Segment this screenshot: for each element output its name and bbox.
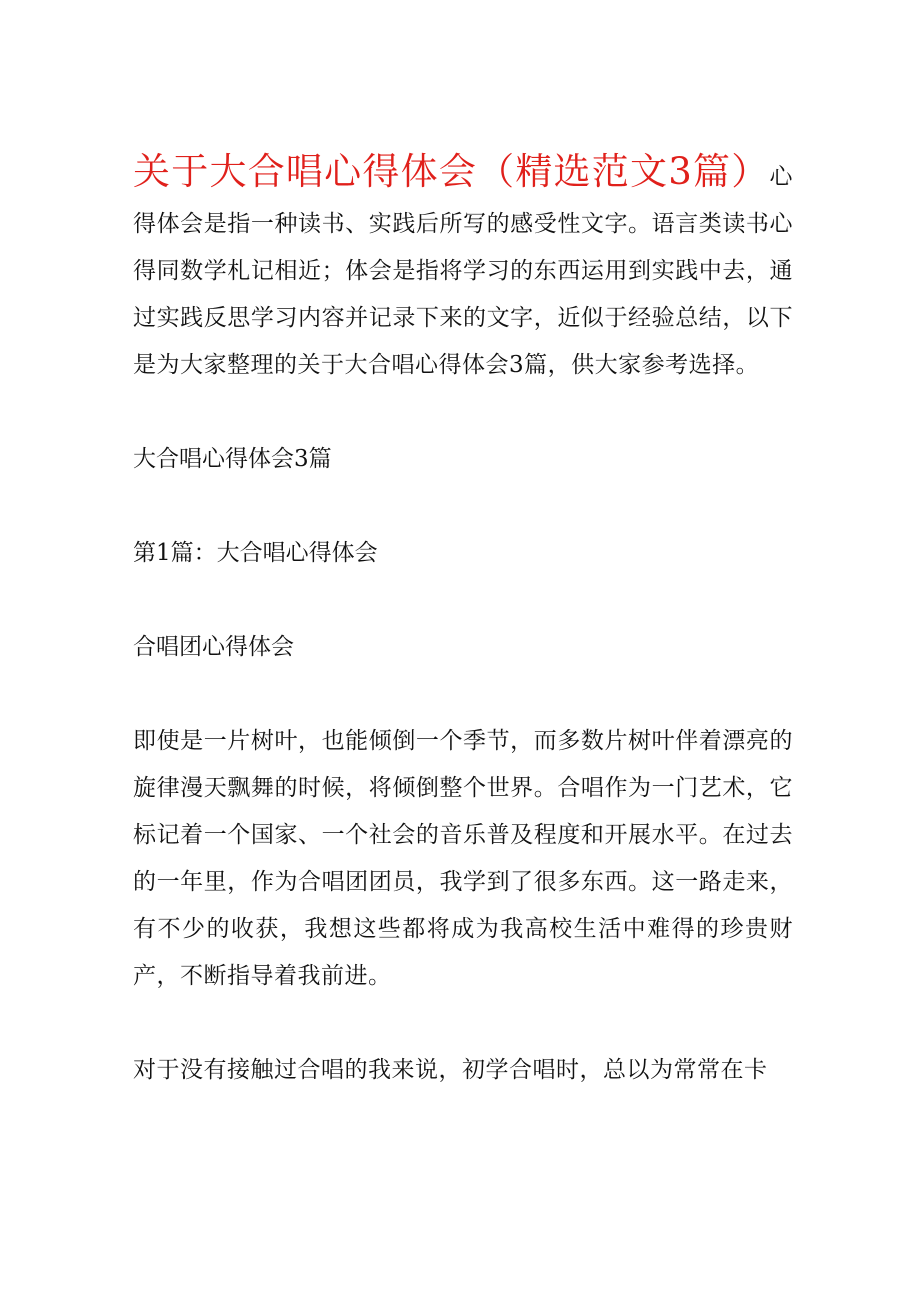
- spacer: [133, 577, 793, 624]
- spacer: [133, 483, 793, 530]
- document-content: [133, 148, 793, 1094]
- collection-heading: 大合唱心得体会3篇: [133, 446, 332, 472]
- spacer: [133, 1000, 793, 1047]
- intro-paragraph: [133, 148, 793, 389]
- spacer: [133, 671, 793, 718]
- article-title: 合唱团心得体会: [133, 634, 294, 660]
- body-paragraph: 对于没有接触过合唱的我来说，初学合唱时，总以为常常在卡: [133, 1057, 768, 1083]
- body-paragraph: 即使是一片树叶，也能倾倒一个季节，而多数片树叶伴着漂亮的旋律漫天飘舞的时候，将倾倒整个世界。合唱作为一门艺术，它标记着一个国家、一个社会的音乐普及程度和开展水平。在过去的一年里，作为合唱团团员，我学到了很多东西。这一路走来，有不少的收获，我想这些都将成为我高校生活中难得的珍贵财产，不断指导着我前进。: [133, 728, 793, 989]
- spacer: [133, 389, 793, 436]
- part-heading: 第1篇：大合唱心得体会: [133, 540, 378, 566]
- intro-text: 心得体会是指一种读书、实践后所写的感受性文字。语言类读书心得同数学札记相近；体会是指将学习的东西运用到实践中去，通过实践反思学习内容并记录下来的文字，近似于经验总结，以下是为大家整理的关于大合唱心得体会3篇，供大家参考选择。: [133, 164, 793, 378]
- document-title: 关于大合唱心得体会（精选范文3篇）: [133, 150, 770, 193]
